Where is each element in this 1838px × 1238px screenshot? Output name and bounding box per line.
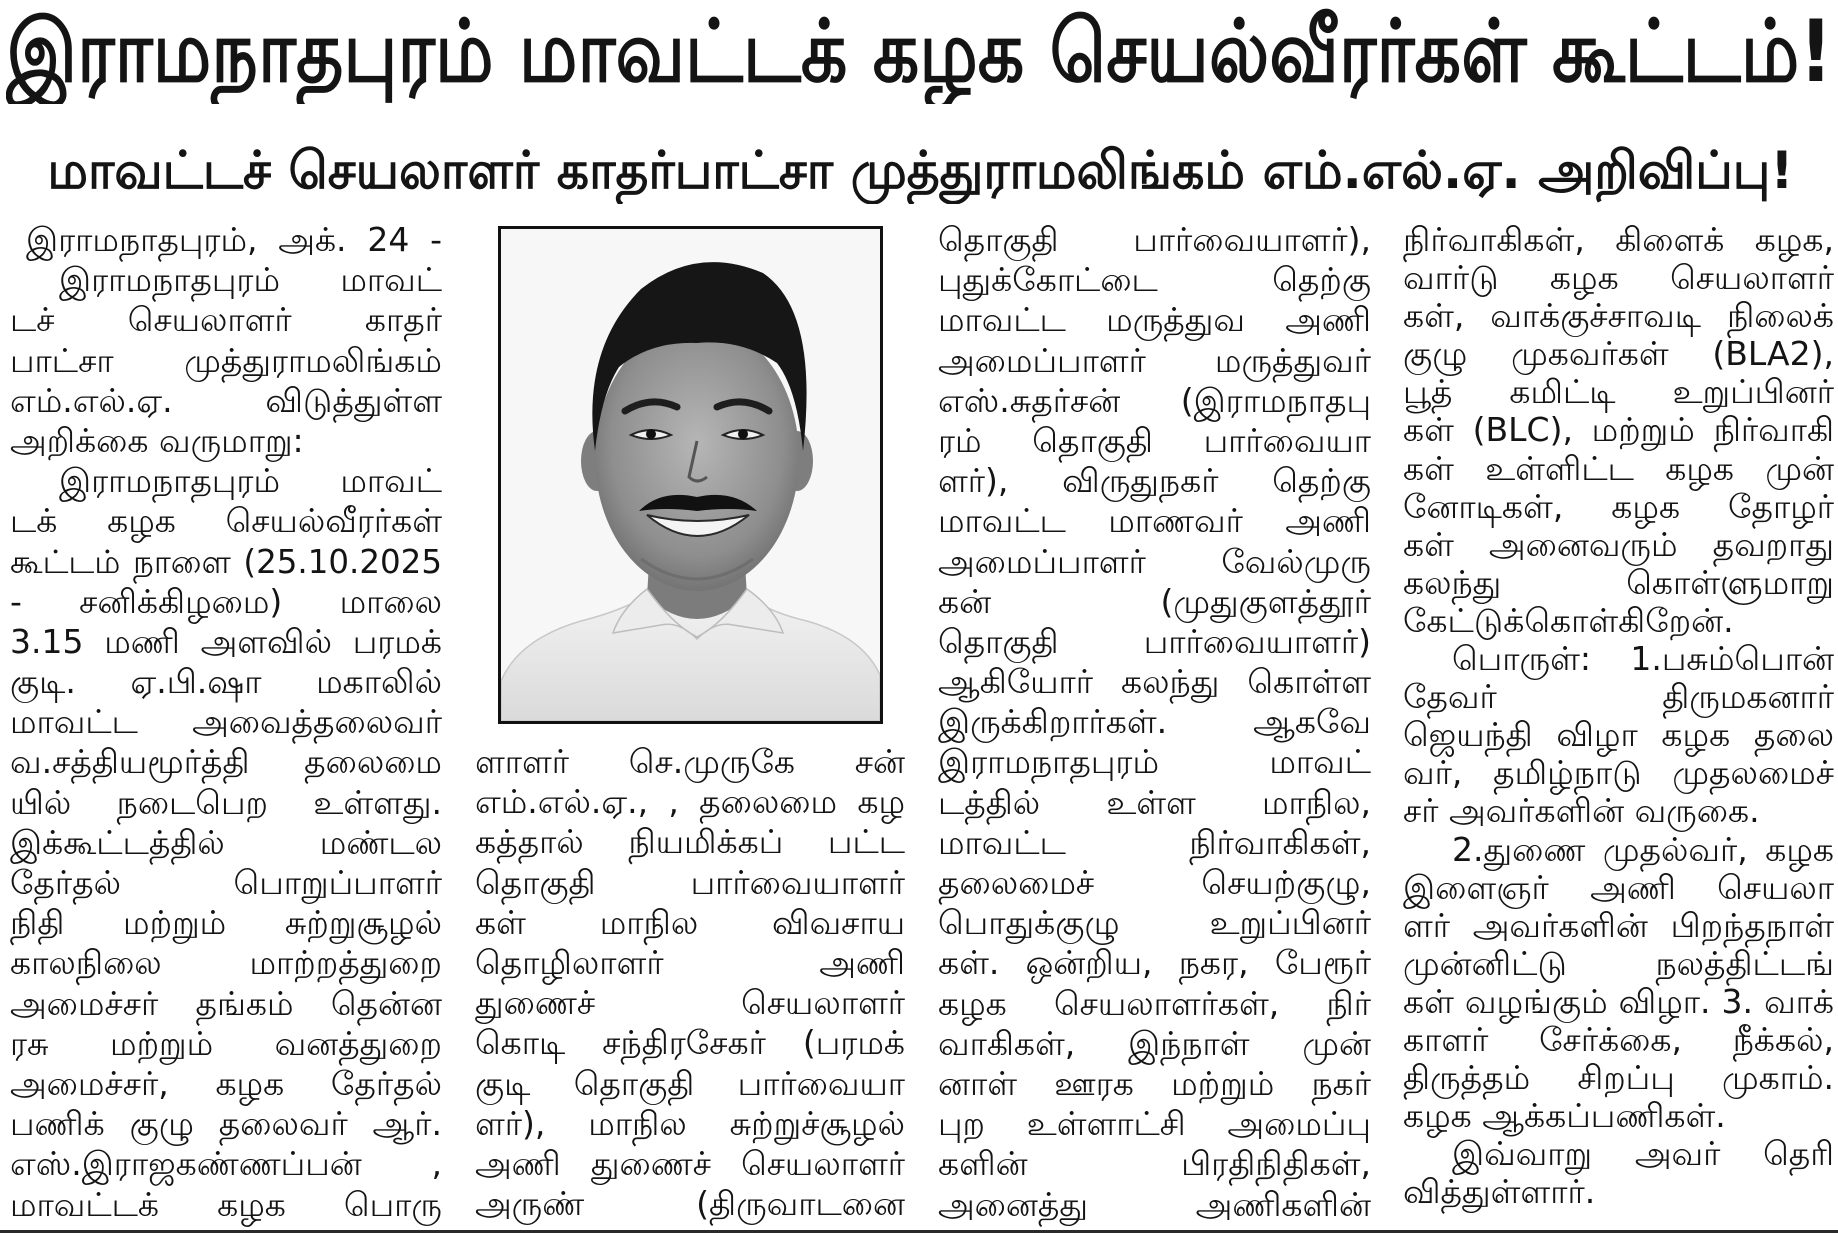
article-line: பாட்சா முத்துராமலிங்கம்: [10, 340, 442, 380]
portrait-pupil-right: [738, 429, 748, 439]
article-line: கத்தால் நியமிக்கப் பட்ட: [475, 822, 905, 862]
article-line: இவ்வாறு அவர் தெரி: [1452, 1134, 1834, 1174]
article-line: இளைஞர் அணி செயலா: [1403, 867, 1834, 907]
portrait-image: [501, 229, 880, 721]
article-line: பணிக் குழு தலைவர் ஆர்.: [10, 1104, 442, 1144]
subheadline-text: மாவட்டச் செயலாளர் காதர்பாட்சா முத்துராமலிங்கம் எம்.எல்.ஏ. அறிவிப்பு!: [47, 141, 1793, 201]
article-line: கள், வாக்குச்சாவடி நிலைக்: [1403, 296, 1834, 336]
article-line: திருத்தம் சிறப்பு முகாம்.: [1403, 1058, 1834, 1098]
article-line: நிர்வாகிகள், கிளைக் கழக,: [1403, 221, 1834, 259]
portrait-face: [595, 323, 799, 591]
article-line: ரசு மற்றும் வனத்துறை: [10, 1023, 442, 1063]
portrait-pupil-left: [646, 429, 656, 439]
article-line: காலநிலை மாற்றத்துறை: [10, 943, 442, 983]
article-line: கூட்டம் நாளை (25.10.2025: [10, 542, 442, 581]
article-line: சர் அவர்களின் வருகை.: [1403, 791, 1760, 831]
article-line: கேட்டுக்கொள்கிறேன்.: [1403, 600, 1734, 640]
article-line: தொகுதி பார்வையாளர்),: [938, 220, 1371, 259]
article-line: டக் கழக செயல்வீரர்கள்: [10, 501, 442, 541]
article-line: வர், தமிழ்நாடு முதலமைச்: [1403, 753, 1834, 793]
article-line: குடி. ஏ.பி.ஷா மகாலில்: [10, 662, 442, 702]
article-line: டத்தில் உள்ள மாநில,: [938, 782, 1371, 822]
subheadline: [47, 138, 1793, 204]
article-line: கலந்து கொள்ளுமாறு: [1403, 562, 1834, 602]
article-line: னோடிகள், கழக தோழர்: [1403, 486, 1834, 526]
article-line: மாவட்ட நிர்வாகிகள்,: [938, 822, 1371, 862]
article-line: தொகுதி பார்வையாளர்): [938, 621, 1371, 661]
article-line: 3.15 மணி அளவில் பரமக்: [10, 621, 442, 661]
article-line: ளாளர் செ.முருகே சன்: [475, 742, 905, 781]
article-line: யில் நடைபெற உள்ளது.: [10, 782, 442, 822]
article-line: கள் வழங்கும் விழா. 3. வாக்: [1403, 981, 1834, 1021]
article-column-4: [1403, 221, 1834, 1221]
article-line: அமைச்சர், கழக தேர்தல்: [10, 1063, 442, 1103]
article-line: மாவட்ட அவைத்தலைவர்: [10, 702, 442, 742]
article-line: ளர்), விருதுநகர் தெற்கு: [938, 461, 1371, 501]
article-line: இராமநாதபுரம் மாவட்: [59, 260, 442, 300]
article-line: எஸ்.இராஜகண்ணப்பன் ,: [10, 1144, 442, 1184]
dateline: இராமநாதபுரம், அக். 24 -: [26, 220, 442, 259]
article-column-1: [10, 220, 442, 1230]
article-line: குழு முகவர்கள் (BLA2),: [1403, 334, 1834, 374]
article-line: ஜெயந்தி விழா கழக தலை: [1403, 715, 1834, 755]
article-line: கொடி சந்திரசேகர் (பரமக்: [475, 1023, 905, 1063]
article-line: கள் (BLC), மற்றும் நிர்வாகி: [1403, 410, 1834, 450]
article-line: அமைப்பாளர் மருத்துவர்: [938, 340, 1371, 380]
article-line: புற உள்ளாட்சி அமைப்பு: [938, 1104, 1371, 1144]
headline: [6, 0, 1832, 104]
article-line: காளர் சேர்க்கை, நீக்கல்,: [1403, 1019, 1834, 1059]
article-line: இக்கூட்டத்தில் மண்டல: [10, 822, 442, 862]
article-line: குடி தொகுதி பார்வையா: [475, 1063, 905, 1103]
article-line: புதுக்கோட்டை தெற்கு: [938, 260, 1371, 300]
article-column-2: [475, 742, 905, 1230]
article-line: அமைப்பாளர் வேல்முரு: [938, 541, 1371, 581]
article-line: ளர்), மாநில சுற்றுச்சூழல்: [475, 1103, 905, 1143]
article-line: கழக ஆக்கப்பணிகள்.: [1403, 1096, 1726, 1136]
article-line: - சனிக்கிழமை) மாலை: [10, 581, 442, 621]
article-line: வார்டு கழக செயலாளர்: [1403, 258, 1834, 298]
article-line: அனைத்து அணிகளின்: [938, 1184, 1371, 1224]
article-line: நிதி மற்றும் சுற்றுசூழல்: [10, 903, 442, 943]
article-line: மாவட்ட மாணவர் அணி: [938, 501, 1371, 541]
article-line: வித்துள்ளார்.: [1403, 1172, 1596, 1212]
article-line: வ.சத்தியமூர்த்தி தலைமை: [10, 742, 442, 782]
article-line: மாவட்டக் கழக பொரு: [10, 1184, 442, 1224]
article-line: அமைச்சர் தங்கம் தென்ன: [10, 983, 442, 1023]
article-line: தேவர் திருமகனார்: [1403, 677, 1834, 717]
article-line: எம்.எல்.ஏ. விடுத்துள்ள: [10, 380, 442, 420]
article-line: அருண் (திருவாடனை: [475, 1184, 905, 1224]
article-line: எஸ்.சுதர்சன் (இராமநாதபு: [938, 380, 1371, 420]
article-column-3: [938, 220, 1371, 1230]
article-line: கள். ஒன்றிய, நகர, பேரூர்: [938, 943, 1371, 983]
article-line: தொழிலாளர் அணி: [475, 942, 905, 982]
bottom-rule: [0, 1230, 1838, 1233]
article-line: வாகிகள், இந்நாள் முன்: [938, 1023, 1371, 1063]
article-line: இருக்கிறார்கள். ஆகவே: [938, 702, 1371, 742]
article-line: துணைச் செயலாளர்: [475, 983, 905, 1023]
article-line: பூத் கமிட்டி உறுப்பினர்: [1403, 372, 1834, 412]
article-line: முன்னிட்டு நலத்திட்டங்: [1403, 943, 1834, 983]
article-line: ளர் அவர்களின் பிறந்தநாள்: [1403, 905, 1834, 945]
article-line: கள் மாநில விவசாய: [475, 902, 905, 942]
article-line: தொகுதி பார்வையாளர்: [475, 862, 905, 902]
article-line: டச் செயலாளர் காதர்: [10, 300, 442, 340]
article-line: கழக செயலாளர்கள், நிர்: [938, 983, 1371, 1023]
article-line: இராமநாதபுரம் மாவட்: [938, 742, 1371, 782]
article-line: பொருள்: 1.பசும்பொன்: [1452, 639, 1834, 679]
article-line: தலைமைச் செயற்குழு,: [938, 863, 1371, 902]
article-line: ரம் தொகுதி பார்வையா: [938, 420, 1371, 460]
article-line: கள் உள்ளிட்ட கழக முன்: [1403, 448, 1834, 488]
article-line: கன் (முதுகுளத்தூர்: [938, 581, 1371, 621]
article-line: னாள் ஊரக மற்றும் நகர்: [938, 1063, 1371, 1103]
article-line: அணி துணைச் செயலாளர்: [475, 1143, 905, 1183]
article-line: இராமநாதபுரம் மாவட்: [59, 461, 442, 501]
article-line: களின் பிரதிநிதிகள்,: [938, 1144, 1371, 1184]
article-line: தேர்தல் பொறுப்பாளர்: [10, 863, 442, 902]
headline-text: இராமநாதபுரம் மாவட்டக் கழக செயல்வீரர்கள் கூட்டம்!: [6, 2, 1832, 102]
article-line: கள் அனைவரும் தவறாது: [1403, 524, 1834, 564]
article-line: 2.துணை முதல்வர், கழக: [1452, 829, 1834, 869]
article-line: ஆகியோர் கலந்து கொள்ள: [938, 662, 1371, 702]
article-line: அறிக்கை வருமாறு:: [10, 420, 304, 460]
portrait-photo: [498, 226, 883, 724]
article-line: மாவட்ட மருத்துவ அணி: [938, 300, 1371, 340]
article-line: எம்.எல்.ஏ., , தலைமை கழ: [475, 782, 905, 822]
article-line: பொதுக்குழு உறுப்பினர்: [938, 903, 1371, 943]
